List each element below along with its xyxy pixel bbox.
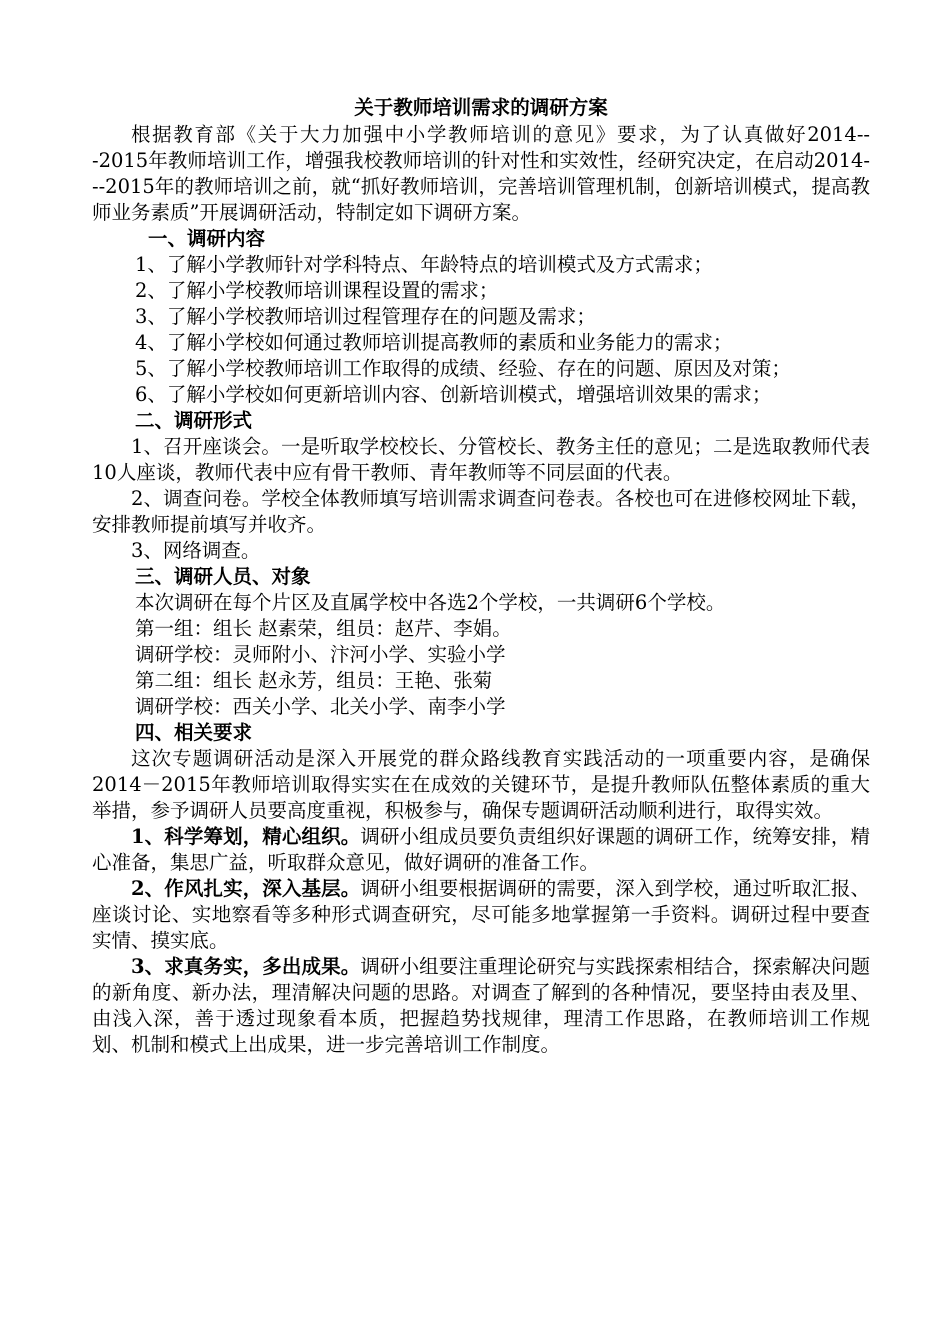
requirement-point bbox=[92, 876, 870, 954]
personnel-item: 本次调研在每个片区及直属学校中各选2个学校，一共调研6个学校。 bbox=[135, 591, 726, 614]
requirement-lead: 1、科学筹划，精心组织。 bbox=[131, 825, 361, 848]
form-item: 1、召开座谈会。一是听取学校校长、分管校长、教务主任的意见；二是选取教师代表10人座谈，教师代表中应有骨干教师、青年教师等不同层面的代表。 bbox=[92, 435, 870, 484]
requirements-intro: 这次专题调研活动是深入开展党的群众路线教育实践活动的一项重要内容，是确保2014－2015年教师培训取得实实在在成效的关键环节，是提升教师队伍整体素质的重大举措，参予调研人员要高度重视，积极参与，确保专题调研活动顺利进行，取得实效。 bbox=[92, 747, 870, 822]
requirement-point bbox=[92, 954, 870, 1058]
content-item: 3、了解小学校教师培训过程管理存在的问题及需求； bbox=[135, 305, 596, 328]
personnel-item: 调研学校：灵师附小、汴河小学、实验小学 bbox=[135, 643, 506, 666]
form-item: 3、网络调查。 bbox=[131, 539, 261, 562]
requirement-lead: 2、作风扎实，深入基层。 bbox=[131, 877, 361, 900]
document-page bbox=[92, 94, 870, 1058]
requirement-text: 调研小组要注重理论研究与实践探索相结合，探索解决问题的新角度、新办法，理清解决问题的思路。对调查了解到的各种情况，要坚持由表及里、由浅入深，善于透过现象看本质，把握趋势找规律，理清工作思路，在教师培训工作规划、机制和模式上出成果，进一步完善培训工作制度。 bbox=[92, 955, 870, 1056]
form-item: 2、调查问卷。学校全体教师填写培训需求调查问卷表。各校也可在进修校网址下载，安排教师提前填写并收齐。 bbox=[92, 487, 870, 536]
intro-paragraph: 根据教育部《关于大力加强中小学教师培训的意见》要求，为了认真做好2014---2015年教师培训工作，增强我校教师培训的针对性和实效性，经研究决定，在启动2014---2015年的教师培训之前，就“抓好教师培训，完善培训管理机制，创新培训模式，提高教师业务素质”开展调研活动，特制定如下调研方案。 bbox=[92, 123, 870, 224]
document-title: 关于教师培训需求的调研方案 bbox=[354, 96, 608, 119]
section-heading-form: 二、调研形式 bbox=[135, 409, 253, 432]
personnel-item: 调研学校：西关小学、北关小学、南李小学 bbox=[135, 695, 506, 718]
content-item: 1、了解小学教师针对学科特点、年龄特点的培训模式及方式需求； bbox=[135, 253, 713, 276]
requirement-text: 调研小组成员要负责组织好课题的调研工作，统筹安排，精心准备，集思广益，听取群众意见，做好调研的准备工作。 bbox=[92, 825, 870, 874]
section-heading-requirements: 四、相关要求 bbox=[135, 721, 253, 744]
content-item: 6、了解小学校如何更新培训内容、创新培训模式，增强培训效果的需求； bbox=[135, 383, 772, 406]
personnel-item: 第一组：组长 赵素荣，组员：赵芹、李娟。 bbox=[135, 617, 512, 640]
requirement-point bbox=[92, 824, 870, 876]
content-item: 2、了解小学校教师培训课程设置的需求； bbox=[135, 279, 499, 302]
section-heading-content: 一、调研内容 bbox=[148, 227, 266, 250]
personnel-item: 第二组：组长 赵永芳，组员：王艳、张菊 bbox=[135, 669, 493, 692]
requirement-text: 调研小组要根据调研的需要，深入到学校，通过听取汇报、座谈讨论、实地察看等多种形式调查研究，尽可能多地掌握第一手资料。调研过程中要查实情、摸实底。 bbox=[92, 877, 870, 952]
section-heading-personnel: 三、调研人员、对象 bbox=[135, 565, 311, 588]
content-item: 5、了解小学校教师培训工作取得的成绩、经验、存在的问题、原因及对策； bbox=[135, 357, 791, 380]
content-item: 4、了解小学校如何通过教师培训提高教师的素质和业务能力的需求； bbox=[135, 331, 733, 354]
requirement-lead: 3、求真务实，多出成果。 bbox=[131, 955, 361, 978]
